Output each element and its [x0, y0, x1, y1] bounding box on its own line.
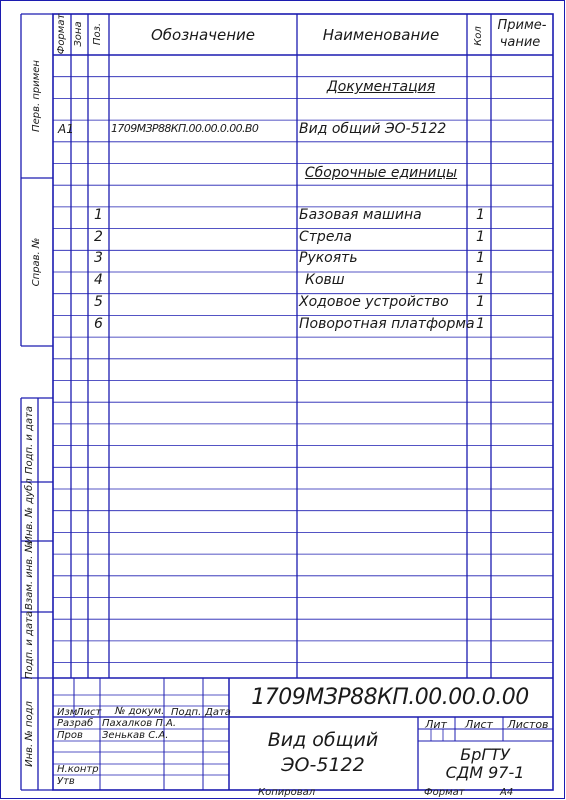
tb-listov: Листов — [507, 718, 549, 731]
item-name: Рукоять — [299, 250, 358, 266]
doc-format: А1 — [58, 122, 74, 136]
footer-format-label: Формат — [424, 787, 465, 798]
item-pos: 5 — [94, 294, 103, 310]
item-qty: 1 — [476, 294, 485, 310]
item-qty: 1 — [476, 316, 485, 332]
tb-org-line2: СДМ 97-1 — [445, 763, 525, 782]
margin-sprav-no: Справ. № — [31, 237, 42, 287]
tb-col-izm: Изм — [57, 707, 78, 718]
section-documentation: Документация — [326, 79, 436, 95]
item-name: Поворотная платформа — [299, 316, 475, 332]
tb-list: Лист — [465, 718, 493, 731]
header-note-line2: чание — [499, 35, 541, 50]
item-pos: 4 — [94, 272, 103, 288]
margin-podp-data-2: Подп. и дата — [24, 610, 35, 680]
item-pos: 6 — [94, 316, 103, 332]
header-zone: Зона — [73, 21, 84, 47]
doc-designation: 1709МЗР88КП.00.00.0.00.В0 — [111, 122, 259, 135]
header-name: Наименование — [322, 26, 440, 44]
item-pos: 1 — [94, 207, 103, 223]
margin-podp-data-1: Подп. и дата — [24, 405, 35, 475]
item-name: Базовая машина — [299, 207, 422, 223]
item-qty: 1 — [476, 229, 485, 245]
tb-col-doc: № докум. — [115, 706, 165, 717]
margin-perv-primen: Перв. примен — [31, 60, 42, 132]
item-name: Ковш — [305, 272, 345, 288]
tb-col-podp: Подп. — [171, 707, 202, 718]
item-qty: 1 — [476, 207, 485, 223]
margin-inv-dubl: Инв. № дубл — [24, 478, 35, 544]
tb-col-data: Дата — [205, 707, 231, 718]
tb-col-list: Лист — [76, 707, 102, 718]
tb-prov-name: Зенькав С.А. — [102, 730, 169, 741]
tb-razrab-name: Пахалков П.А. — [102, 718, 177, 729]
header-note-line1: Приме- — [497, 18, 547, 33]
margin-vzam-inv: Взам. инв. № — [24, 542, 35, 610]
tb-razrab-label: Разраб — [57, 718, 94, 729]
footer-format-value: А4 — [500, 787, 514, 798]
item-name: Стрела — [299, 229, 352, 245]
item-pos: 2 — [94, 229, 103, 245]
header-pos: Поз. — [92, 22, 103, 46]
tb-title-line2: ЭО-5122 — [281, 754, 365, 776]
footer-kopiroval: Копировал — [258, 787, 316, 798]
tb-title-line1: Вид общий — [267, 729, 379, 751]
header-designation: Обозначение — [150, 26, 256, 44]
header-qty: Кол — [473, 26, 484, 46]
tb-lit: Лит — [425, 718, 447, 731]
tb-code: 1709МЗР88КП.00.00.0.00 — [251, 685, 529, 710]
section-assemblies: Сборочные единицы — [304, 165, 458, 181]
item-qty: 1 — [476, 250, 485, 266]
margin-inv-podl: Инв. № подл — [24, 701, 35, 767]
tb-prov-label: Пров — [57, 730, 83, 741]
tb-org-line1: БрГТУ — [460, 745, 510, 764]
item-qty: 1 — [476, 272, 485, 288]
header-format: Формат — [56, 13, 67, 55]
doc-name: Вид общий ЭО-5122 — [299, 121, 447, 137]
item-pos: 3 — [94, 250, 103, 266]
item-name: Ходовое устройство — [299, 294, 449, 310]
tb-utv-label: Утв — [57, 776, 75, 787]
tb-nkontr-label: Н.контр — [57, 764, 99, 775]
